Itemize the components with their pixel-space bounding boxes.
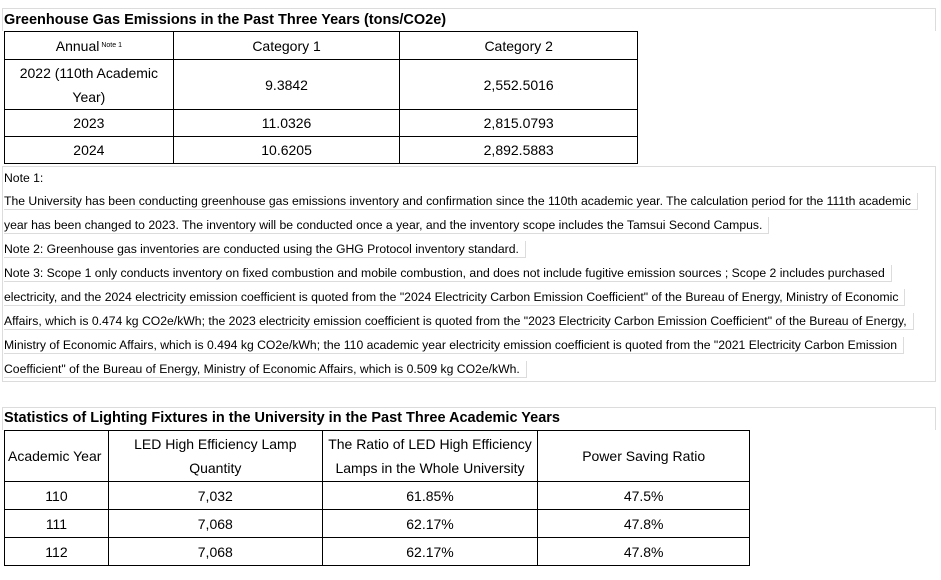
- cell-led-ratio: 62.17%: [322, 538, 538, 566]
- header-power-saving: Power Saving Ratio: [538, 431, 750, 482]
- header-annual-note: Note 1: [101, 41, 122, 49]
- note-3-line-3: Affairs, which is 0.474 kg CO2e/kWh; the 2023 electricity emission coefficient is quoted from the "2023 Electricity Carbon Emission Coefficient" of the Bureau of Energy,: [4, 313, 914, 330]
- cell-led-quantity: 7,032: [108, 482, 322, 510]
- table-row: [5, 538, 750, 566]
- cell-power-saving: 47.8%: [538, 510, 750, 538]
- header-academic-year: Academic Year: [5, 431, 109, 482]
- cell-category-1: 11.0326: [173, 110, 400, 137]
- cell-academic-year: 112: [5, 538, 109, 566]
- cell-led-ratio: 62.17%: [322, 510, 538, 538]
- cell-academic-year: 110: [5, 482, 109, 510]
- cell-led-quantity: 7,068: [108, 510, 322, 538]
- table-row: [5, 510, 750, 538]
- header-led-quantity: LED High Efficiency Lamp Quantity: [108, 431, 322, 482]
- note-1-title: Note 1:: [4, 171, 44, 185]
- emissions-table: [4, 31, 638, 164]
- lighting-table: [4, 430, 750, 566]
- cell-year: 2023: [5, 110, 174, 137]
- note-3-line-5: Coefficient" of the Bureau of Energy, Ministry of Economic Affairs, which is 0.509 kg CO2e/kWh.: [4, 361, 527, 378]
- lighting-title: Statistics of Lighting Fixtures in the University in the Past Three Academic Years: [4, 410, 560, 426]
- cell-led-ratio: 61.85%: [322, 482, 538, 510]
- emissions-title: Greenhouse Gas Emissions in the Past Three Years (tons/CO2e): [4, 12, 447, 28]
- header-led-ratio: The Ratio of LED High Efficiency Lamps in the Whole University: [322, 431, 538, 482]
- cell-category-1: 9.3842: [173, 60, 400, 110]
- cell-academic-year: 111: [5, 510, 109, 538]
- cell-category-2: 2,815.0793: [400, 110, 638, 137]
- cell-year: 2022 (110th Academic Year): [5, 60, 174, 110]
- cell-power-saving: 47.8%: [538, 538, 750, 566]
- header-category-1: Category 1: [173, 32, 400, 60]
- lighting-header-row: [5, 431, 750, 482]
- note-3-line-4: Ministry of Economic Affairs, which is 0.494 kg CO2e/kWh; the 110 academic year electricity emission coefficient is quoted from the "2021 Electricity Carbon Emission: [4, 337, 904, 354]
- table-row: [5, 60, 638, 110]
- emissions-header-row: [5, 32, 638, 60]
- table-row: [5, 137, 638, 164]
- cell-category-2: 2,552.5016: [400, 60, 638, 110]
- cell-year: 2024: [5, 137, 174, 164]
- header-annual-label: Annual: [55, 37, 100, 54]
- header-category-2: Category 2: [400, 32, 638, 60]
- cell-power-saving: 47.5%: [538, 482, 750, 510]
- cell-led-quantity: 7,068: [108, 538, 322, 566]
- note-3-line-2: electricity, and the 2024 electricity emission coefficient is quoted from the "2024 Electricity Carbon Emission Coefficient" of the Bureau of Energy, Ministry of Economic: [4, 289, 905, 306]
- header-annual: [5, 32, 174, 60]
- cell-category-1: 10.6205: [173, 137, 400, 164]
- note-1-line-2: year has been changed to 2023. The inventory will be conducted once a year, and the inventory scope includes the Tamsui Second Campus.: [4, 217, 769, 234]
- table-row: [5, 482, 750, 510]
- note-2: Note 2: Greenhouse gas inventories are conducted using the GHG Protocol inventory standard.: [4, 241, 526, 258]
- note-1-line-1: The University has been conducting greenhouse gas emissions inventory and confirmation since the 110th academic year. The calculation period for the 111th academic: [4, 193, 918, 210]
- cell-category-2: 2,892.5883: [400, 137, 638, 164]
- table-row: [5, 110, 638, 137]
- note-3-line-1: Note 3: Scope 1 only conducts inventory on fixed combustion and mobile combustion, and does not include fugitive emission sources ; Scope 2 includes purchased: [4, 265, 892, 282]
